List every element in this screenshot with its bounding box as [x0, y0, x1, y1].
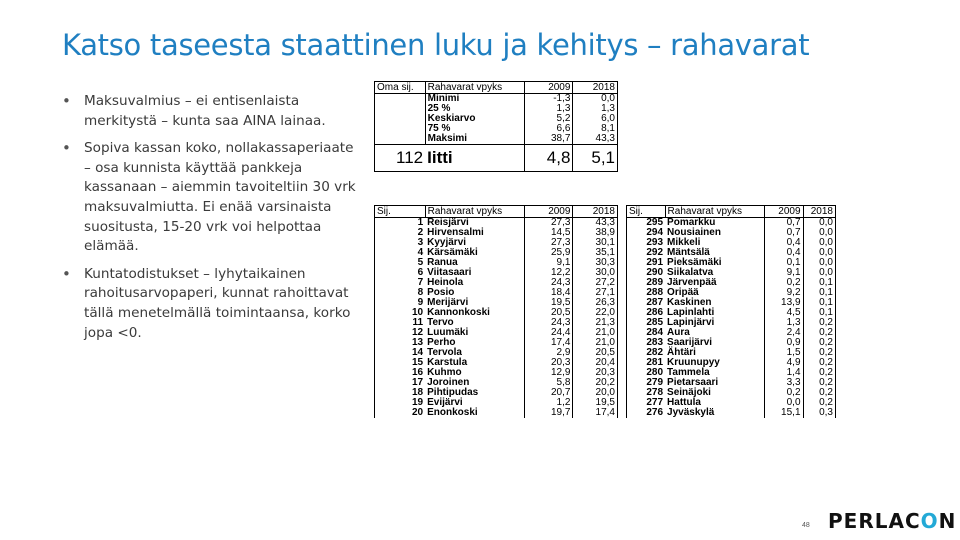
value-2009-cell: 0,1 — [764, 258, 803, 268]
value-2009-cell: 20,7 — [524, 388, 573, 398]
rank-cell: 289 — [627, 278, 666, 288]
rank-cell: 19 — [375, 398, 426, 408]
value-2018-cell: 20,2 — [573, 378, 618, 388]
table-row — [375, 338, 618, 348]
rank-cell — [375, 114, 426, 124]
rank-cell: 10 — [375, 308, 426, 318]
municipality-cell: Tervola — [425, 348, 524, 358]
rank-cell — [375, 94, 426, 105]
value-2018-cell: 0,2 — [803, 328, 835, 338]
header-cell: 2018 — [573, 82, 618, 94]
rank-cell: 281 — [627, 358, 666, 368]
value-2009-cell: 19,7 — [524, 408, 573, 418]
value-2018-cell: 0,0 — [803, 238, 835, 248]
value-2018-cell: 35,1 — [573, 248, 618, 258]
rank-cell: 292 — [627, 248, 666, 258]
value-2009-cell: 4,5 — [764, 308, 803, 318]
rank-cell: 18 — [375, 388, 426, 398]
rank-cell: 276 — [627, 408, 666, 418]
municipality-cell: Karstula — [425, 358, 524, 368]
rank-cell: 285 — [627, 318, 666, 328]
value-2018-cell: 0,2 — [803, 318, 835, 328]
stats-table — [374, 81, 618, 172]
table-row — [375, 378, 618, 388]
logo-text-end: N — [938, 509, 957, 533]
municipality-cell: Kuhmo — [425, 368, 524, 378]
value-2018-cell: 6,0 — [573, 114, 618, 124]
rank-cell: 291 — [627, 258, 666, 268]
rank-cell: 2 — [375, 228, 426, 238]
table-row — [375, 104, 618, 114]
page-number: 48 — [802, 522, 810, 529]
rank-cell: 7 — [375, 278, 426, 288]
value-2018-cell: 0,0 — [803, 228, 835, 238]
value-2018-cell: 22,0 — [573, 308, 618, 318]
value-2009-cell: 12,9 — [524, 368, 573, 378]
table-row — [375, 278, 618, 288]
value-2018-cell: 30,0 — [573, 268, 618, 278]
rank-cell: 5 — [375, 258, 426, 268]
own-rank: 112 — [375, 145, 426, 172]
value-2018-cell: 27,2 — [573, 278, 618, 288]
value-2018-cell: 20,3 — [573, 368, 618, 378]
header-cell: 2009 — [524, 82, 573, 94]
value-2018-cell: 21,0 — [573, 328, 618, 338]
municipality-cell: Seinäjoki — [665, 388, 764, 398]
rank-cell: 293 — [627, 238, 666, 248]
rank-cell: 17 — [375, 378, 426, 388]
rank-cell: 283 — [627, 338, 666, 348]
bullet-dot-icon: • — [62, 139, 71, 158]
table-row — [375, 228, 618, 238]
own-municipality: Iitti — [425, 145, 524, 172]
table-row — [627, 408, 836, 418]
municipality-cell: Oripää — [665, 288, 764, 298]
logo-accent-letter: O — [920, 509, 939, 533]
rank-cell: 290 — [627, 268, 666, 278]
value-2018-cell: 26,3 — [573, 298, 618, 308]
table-row — [375, 398, 618, 408]
value-2018-cell: 8,1 — [573, 124, 618, 134]
municipality-cell: Tammela — [665, 368, 764, 378]
value-2009-cell: 0,7 — [764, 218, 803, 229]
municipality-cell: Saarijärvi — [665, 338, 764, 348]
table-row — [375, 318, 618, 328]
bullet-item — [60, 265, 360, 343]
table-row — [375, 258, 618, 268]
bottom-table — [626, 205, 836, 418]
own-row — [375, 145, 618, 172]
value-2009-cell: 0,9 — [764, 338, 803, 348]
municipality-cell: Minimi — [425, 94, 524, 105]
value-2018-cell: 0,2 — [803, 348, 835, 358]
bullet-text: Kuntatodistukset – lyhytaikainen rahoitusarvopaperi, kunnat rahoittavat tällä menetelmällä toimintaansa, korko jopa <0. — [84, 265, 351, 341]
municipality-cell: Maksimi — [425, 134, 524, 145]
header-cell: 2009 — [764, 206, 803, 218]
value-2018-cell: 19,5 — [573, 398, 618, 408]
municipality-cell: Jyväskylä — [665, 408, 764, 418]
value-2009-cell: 0,4 — [764, 248, 803, 258]
value-2018-cell: 21,3 — [573, 318, 618, 328]
value-2018-cell: 38,9 — [573, 228, 618, 238]
value-2009-cell: 18,4 — [524, 288, 573, 298]
value-2009-cell: 0,4 — [764, 238, 803, 248]
value-2009-cell: 1,3 — [524, 104, 573, 114]
own-value-2009: 4,8 — [524, 145, 573, 172]
table-row — [375, 388, 618, 398]
header-cell: 2018 — [803, 206, 835, 218]
value-2009-cell: 0,0 — [764, 398, 803, 408]
rank-cell: 284 — [627, 328, 666, 338]
table-row — [375, 348, 618, 358]
value-2018-cell: 20,4 — [573, 358, 618, 368]
table-row — [375, 248, 618, 258]
rank-cell — [375, 124, 426, 134]
rank-cell: 6 — [375, 268, 426, 278]
own-value-2018: 5,1 — [573, 145, 618, 172]
header-cell: 2018 — [573, 206, 618, 218]
value-2009-cell: 0,7 — [764, 228, 803, 238]
rank-cell: 280 — [627, 368, 666, 378]
municipality-cell: Kruunupyy — [665, 358, 764, 368]
municipality-cell: Hirvensalmi — [425, 228, 524, 238]
municipality-cell: Pieksämäki — [665, 258, 764, 268]
municipality-cell: Hattula — [665, 398, 764, 408]
value-2009-cell: 3,3 — [764, 378, 803, 388]
bullet-list — [60, 92, 360, 351]
municipality-cell: Kaskinen — [665, 298, 764, 308]
table-row — [375, 368, 618, 378]
bullet-text: Maksuvalmius – ei entisenlaista merkitystä – kunta saa AINA lainaa. — [84, 93, 326, 129]
value-2018-cell: 43,3 — [573, 218, 618, 229]
municipality-cell: 25 % — [425, 104, 524, 114]
value-2018-cell: 0,1 — [803, 298, 835, 308]
header-cell: Rahavarat vpyks — [665, 206, 764, 218]
bullet-item — [60, 92, 360, 131]
municipality-cell: Mikkeli — [665, 238, 764, 248]
value-2009-cell: 0,2 — [764, 278, 803, 288]
perlacon-logo — [828, 509, 956, 533]
municipality-cell: Luumäki — [425, 328, 524, 338]
municipality-cell: Heinola — [425, 278, 524, 288]
municipality-cell: Kärsämäki — [425, 248, 524, 258]
rank-cell — [375, 104, 426, 114]
top-table — [374, 205, 618, 418]
rank-cell — [375, 134, 426, 145]
municipality-cell: Mäntsälä — [665, 248, 764, 258]
bottom-header-row — [627, 206, 836, 218]
value-2018-cell: 0,3 — [803, 408, 835, 418]
rank-cell: 14 — [375, 348, 426, 358]
rank-cell: 11 — [375, 318, 426, 328]
value-2009-cell: 2,4 — [764, 328, 803, 338]
top-header-row — [375, 206, 618, 218]
value-2009-cell: 9,1 — [524, 258, 573, 268]
bullet-text: Sopiva kassan koko, nollakassaperiaate – osa kunnista käyttää pankkeja kassanaan – aiemmin tavoiteltiin 30 vrk maksuvalmiutta. Ei enää varsinaista suositusta, 15-20 vrk voi helpottaa elämää. — [84, 140, 356, 255]
header-cell: Sij. — [627, 206, 666, 218]
value-2009-cell: 27,3 — [524, 218, 573, 229]
municipality-cell: Lapinjärvi — [665, 318, 764, 328]
rank-cell: 295 — [627, 218, 666, 229]
value-2009-cell: 0,2 — [764, 388, 803, 398]
rank-cell: 16 — [375, 368, 426, 378]
value-2018-cell: 21,0 — [573, 338, 618, 348]
value-2009-cell: 1,3 — [764, 318, 803, 328]
value-2009-cell: 9,1 — [764, 268, 803, 278]
value-2018-cell: 0,0 — [573, 94, 618, 105]
value-2018-cell: 43,3 — [573, 134, 618, 145]
value-2009-cell: 15,1 — [764, 408, 803, 418]
municipality-cell: Pomarkku — [665, 218, 764, 229]
municipality-cell: Pihtipudas — [425, 388, 524, 398]
municipality-cell: 75 % — [425, 124, 524, 134]
municipality-cell: Järvenpää — [665, 278, 764, 288]
value-2009-cell: 25,9 — [524, 248, 573, 258]
value-2018-cell: 27,1 — [573, 288, 618, 298]
value-2018-cell: 0,1 — [803, 278, 835, 288]
rank-cell: 1 — [375, 218, 426, 229]
value-2009-cell: 12,2 — [524, 268, 573, 278]
municipality-cell: Merijärvi — [425, 298, 524, 308]
value-2009-cell: 6,6 — [524, 124, 573, 134]
value-2009-cell: 1,5 — [764, 348, 803, 358]
top-body — [375, 218, 618, 419]
value-2018-cell: 17,4 — [573, 408, 618, 418]
rank-cell: 20 — [375, 408, 426, 418]
header-cell: Oma sij. — [375, 82, 426, 94]
value-2009-cell: 20,3 — [524, 358, 573, 368]
value-2009-cell: 24,3 — [524, 278, 573, 288]
value-2018-cell: 1,3 — [573, 104, 618, 114]
value-2018-cell: 30,1 — [573, 238, 618, 248]
stats-header-row — [375, 82, 618, 94]
value-2018-cell: 0,0 — [803, 268, 835, 278]
value-2018-cell: 0,2 — [803, 398, 835, 408]
value-2009-cell: 14,5 — [524, 228, 573, 238]
rank-cell: 9 — [375, 298, 426, 308]
table-row — [375, 288, 618, 298]
value-2018-cell: 0,2 — [803, 378, 835, 388]
bullet-dot-icon: • — [62, 92, 71, 110]
municipality-cell: Ranua — [425, 258, 524, 268]
value-2018-cell: 0,0 — [803, 248, 835, 258]
value-2018-cell: 0,0 — [803, 258, 835, 268]
rank-cell: 3 — [375, 238, 426, 248]
value-2018-cell: 0,0 — [803, 218, 835, 229]
municipality-cell: Reisjärvi — [425, 218, 524, 229]
value-2018-cell: 0,2 — [803, 388, 835, 398]
municipality-cell: Aura — [665, 328, 764, 338]
table-row — [375, 298, 618, 308]
rank-cell: 12 — [375, 328, 426, 338]
rank-cell: 288 — [627, 288, 666, 298]
value-2009-cell: 13,9 — [764, 298, 803, 308]
table-row — [375, 134, 618, 145]
table-row — [375, 358, 618, 368]
rank-cell: 8 — [375, 288, 426, 298]
municipality-cell: Tervo — [425, 318, 524, 328]
municipality-cell: Kyyjärvi — [425, 238, 524, 248]
table-row — [375, 114, 618, 124]
value-2009-cell: -1,3 — [524, 94, 573, 105]
value-2018-cell: 0,1 — [803, 288, 835, 298]
value-2009-cell: 2,9 — [524, 348, 573, 358]
value-2018-cell: 30,3 — [573, 258, 618, 268]
rank-cell: 13 — [375, 338, 426, 348]
table-row — [375, 308, 618, 318]
rank-cell: 282 — [627, 348, 666, 358]
header-cell: 2009 — [524, 206, 573, 218]
bullet-item — [60, 139, 360, 257]
value-2018-cell: 0,1 — [803, 308, 835, 318]
municipality-cell: Siikalatva — [665, 268, 764, 278]
value-2009-cell: 4,9 — [764, 358, 803, 368]
municipality-cell: Posio — [425, 288, 524, 298]
header-cell: Rahavarat vpyks — [425, 82, 524, 94]
rank-cell: 287 — [627, 298, 666, 308]
table-row — [375, 94, 618, 105]
value-2018-cell: 20,5 — [573, 348, 618, 358]
value-2009-cell: 1,4 — [764, 368, 803, 378]
header-cell: Sij. — [375, 206, 426, 218]
value-2018-cell: 0,2 — [803, 358, 835, 368]
municipality-cell: Lapinlahti — [665, 308, 764, 318]
value-2018-cell: 20,0 — [573, 388, 618, 398]
table-row — [375, 124, 618, 134]
value-2009-cell: 24,3 — [524, 318, 573, 328]
municipality-cell: Perho — [425, 338, 524, 348]
stats-body — [375, 94, 618, 145]
table-row — [375, 238, 618, 248]
bullet-dot-icon: • — [62, 264, 71, 283]
value-2009-cell: 9,2 — [764, 288, 803, 298]
municipality-cell: Pietarsaari — [665, 378, 764, 388]
table-row — [375, 268, 618, 278]
municipality-cell: Viitasaari — [425, 268, 524, 278]
header-cell: Rahavarat vpyks — [425, 206, 524, 218]
rank-cell: 294 — [627, 228, 666, 238]
rank-cell: 278 — [627, 388, 666, 398]
value-2009-cell: 24,4 — [524, 328, 573, 338]
rank-cell: 277 — [627, 398, 666, 408]
municipality-cell: Ähtäri — [665, 348, 764, 358]
value-2009-cell: 19,5 — [524, 298, 573, 308]
value-2009-cell: 27,3 — [524, 238, 573, 248]
municipality-cell: Enonkoski — [425, 408, 524, 418]
bottom-body — [627, 218, 836, 419]
municipality-cell: Nousiainen — [665, 228, 764, 238]
municipality-cell: Kannonkoski — [425, 308, 524, 318]
value-2018-cell: 0,2 — [803, 338, 835, 348]
rank-cell: 286 — [627, 308, 666, 318]
table-row — [375, 408, 618, 418]
municipality-cell: Evijärvi — [425, 398, 524, 408]
logo-text-start: PERLAC — [828, 509, 921, 533]
value-2009-cell: 1,2 — [524, 398, 573, 408]
value-2018-cell: 0,2 — [803, 368, 835, 378]
value-2009-cell: 38,7 — [524, 134, 573, 145]
municipality-cell: Joroinen — [425, 378, 524, 388]
table-row — [375, 218, 618, 229]
value-2009-cell: 5,2 — [524, 114, 573, 124]
rank-cell: 4 — [375, 248, 426, 258]
table-row — [375, 328, 618, 338]
municipality-cell: Keskiarvo — [425, 114, 524, 124]
value-2009-cell: 5,8 — [524, 378, 573, 388]
rank-cell: 279 — [627, 378, 666, 388]
value-2009-cell: 17,4 — [524, 338, 573, 348]
page-title: Katso taseesta staattinen luku ja kehitys – rahavarat — [62, 28, 810, 62]
rank-cell: 15 — [375, 358, 426, 368]
value-2009-cell: 20,5 — [524, 308, 573, 318]
